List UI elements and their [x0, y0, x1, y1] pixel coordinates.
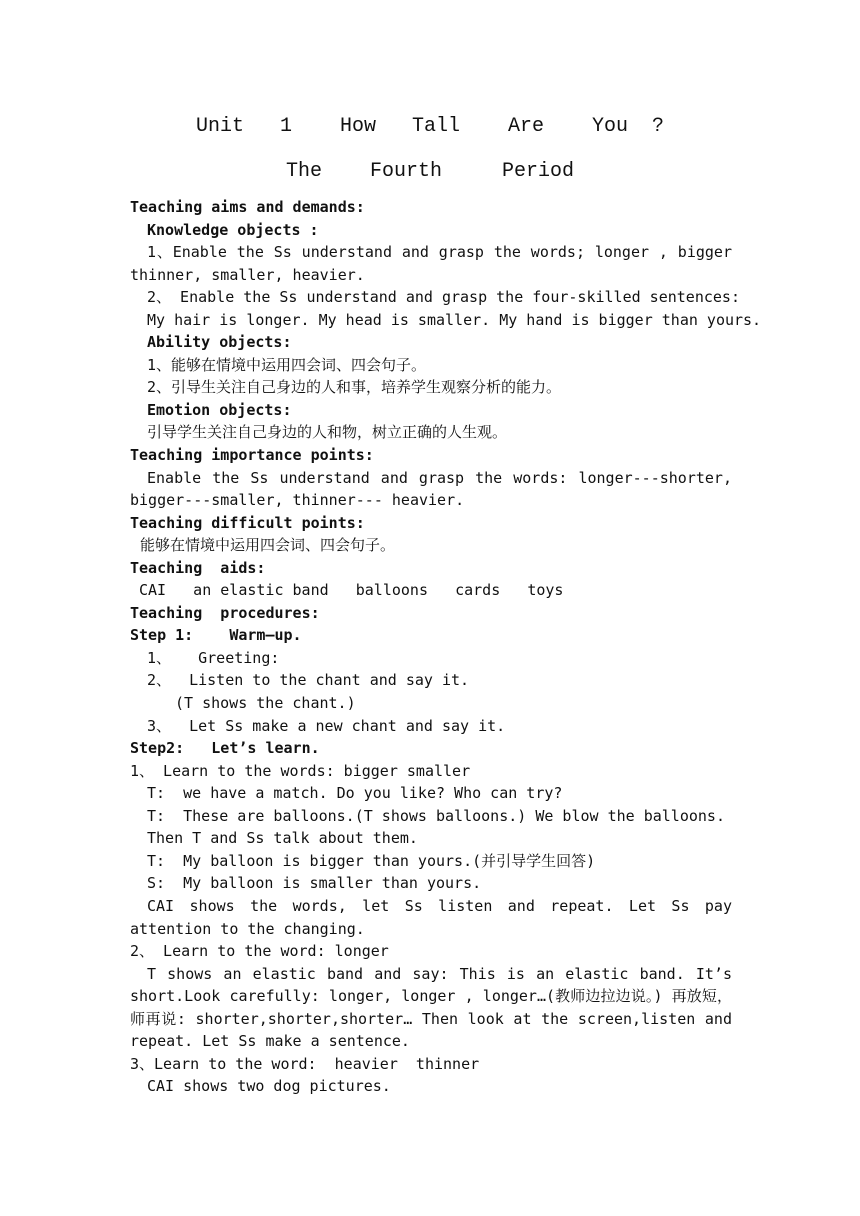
emotion-heading: Emotion objects: — [147, 400, 292, 419]
step2-item-2-paragraph: T shows an elastic band and say: This is an elastic band. It’s short.Look carefully: longer, longer , longer…(教师边拉边说。) 再放短，师再说: shorter,shorter,shorter… Then look at the screen,listen and repeat. Let Ss make a sentence. — [130, 964, 732, 1051]
page-subtitle: The Fourth Period — [285, 160, 575, 183]
step2-item-1-line-a: T: we have a match. Do you like? Who can try? — [147, 784, 563, 803]
step1-item-2-note: (T shows the chant.) — [175, 694, 356, 713]
step2-item-1-line-b: T: These are balloons.(T shows balloons.) We blow the balloons. — [147, 806, 725, 825]
step2-heading: Step2: Let’s learn. — [130, 739, 320, 758]
step2-item-1: 1、 Learn to the words: bigger smaller — [130, 761, 471, 780]
emotion-item-1: 引导学生关注自己身边的人和物，树立正确的人生观。 — [147, 423, 508, 442]
knowledge-item-1: 1、Enable the Ss understand and grasp the words; longer , bigger thinner, smaller, heavier. — [130, 243, 732, 284]
step2-item-1-line-c: Then T and Ss talk about them. — [147, 829, 418, 848]
step2-item-2: 2、 Learn to the word: longer — [130, 942, 389, 961]
aids-heading: Teaching aids: — [130, 558, 266, 577]
ability-item-1: 1、能够在情境中运用四会词、四会句子。 — [147, 355, 427, 374]
step2-item-3: 3、Learn to the word: heavier thinner — [130, 1054, 480, 1073]
step2-item-3-line-a: CAI shows two dog pictures. — [147, 1077, 391, 1096]
step1-item-1: 1、 Greeting: — [147, 648, 280, 667]
importance-item-1: Enable the Ss understand and grasp the words: longer---shorter, bigger---smaller, thinner--- heavier. — [130, 468, 732, 510]
step1-item-3: 3、 Let Ss make a new chant and say it. — [147, 716, 506, 735]
procedures-heading: Teaching procedures: — [130, 603, 320, 622]
step2-item-1-line-e: S: My balloon is smaller than yours. — [147, 874, 482, 893]
step1-item-2: 2、 Listen to the chant and say it. — [147, 671, 470, 690]
page-title: Unit 1 How Tall Are You ? — [195, 115, 665, 138]
step2-item-1-line-f: CAI shows the words, let Ss listen and repeat. Let Ss pay attention to the changing. — [130, 896, 732, 938]
difficult-item-1: 能够在情境中运用四会词、四会句子。 — [140, 536, 396, 555]
knowledge-item-3: My hair is longer. My head is smaller. My hand is bigger than yours. — [147, 310, 762, 329]
step2-item-1-line-d: T: My balloon is bigger than yours.(并引导学生回答) — [147, 851, 596, 870]
document-body — [130, 196, 762, 1098]
aids-list: CAI an elastic band balloons cards toys — [139, 581, 564, 600]
aims-heading: Teaching aims and demands: — [130, 198, 365, 216]
step1-heading: Step 1: Warm—up. — [130, 626, 302, 645]
difficult-heading: Teaching difficult points: — [130, 513, 365, 532]
ability-heading: Ability objects: — [147, 333, 292, 352]
importance-heading: Teaching importance points: — [130, 446, 374, 465]
knowledge-heading: Knowledge objects : — [147, 220, 319, 239]
ability-item-2: 2、引导生关注自己身边的人和事，培养学生观察分析的能力。 — [147, 378, 562, 397]
knowledge-item-2: 2、 Enable the Ss understand and grasp the four-skilled sentences: — [147, 288, 740, 307]
